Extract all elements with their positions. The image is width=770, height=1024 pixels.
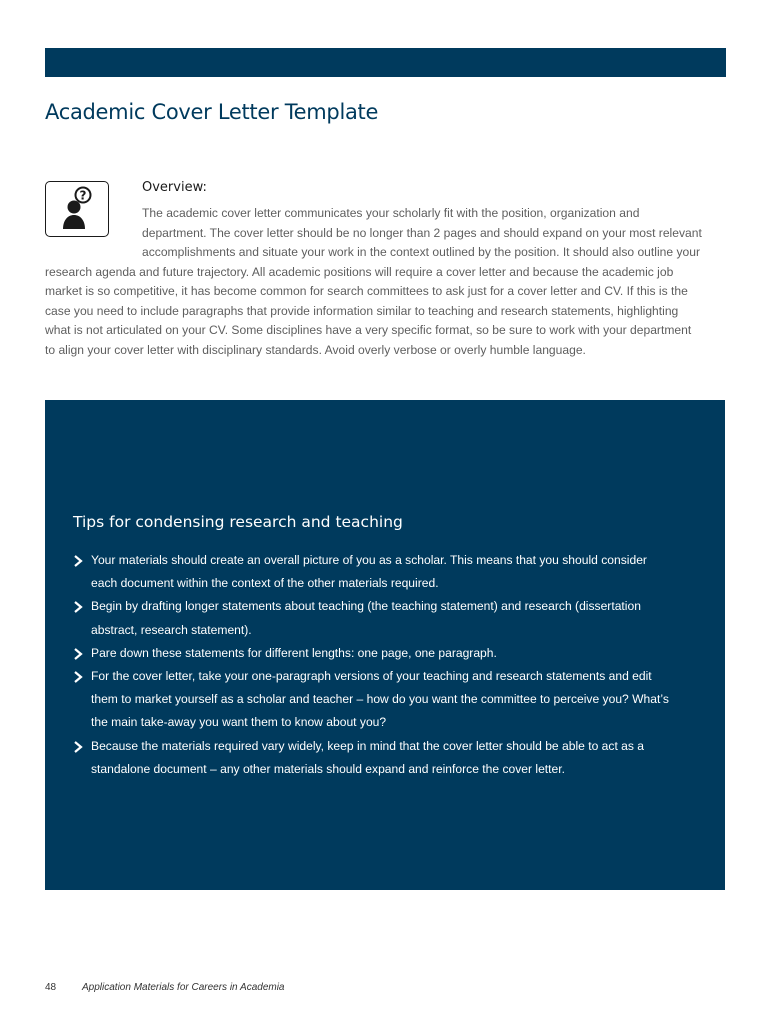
tip-line: Begin by drafting longer statements about teaching (the teaching statement) and research (dissertation <box>91 599 641 614</box>
tip-line: Because the materials required vary widely, keep in mind that the cover letter should be able to act as a <box>91 738 645 753</box>
chevron-right-icon <box>73 741 83 753</box>
page-number: 48 <box>45 982 57 993</box>
tips-panel <box>45 400 725 890</box>
overview-line: The academic cover letter communicates your scholarly fit with the position, organization and <box>142 206 640 220</box>
tips-list <box>73 549 713 781</box>
tip-line: For the cover letter, take your one-paragraph versions of your teaching and research statements and edit <box>91 669 652 684</box>
publication-title: Application Materials for Careers in Academia <box>82 982 285 993</box>
tip-line: Pare down these statements for different lengths: one page, one paragraph. <box>91 645 497 660</box>
tip-item <box>73 735 713 781</box>
tip-item <box>73 665 713 735</box>
overview-heading: Overview: <box>142 180 207 195</box>
chevron-right-icon <box>73 648 83 660</box>
tip-line: standalone document – any other materials should expand and reinforce the cover letter. <box>91 761 565 776</box>
overview-line: what is not articulated on your CV. Some disciplines have a very specific format, so be sure to work with your department <box>45 323 692 337</box>
chevron-right-icon <box>73 671 83 683</box>
tip-line: each document within the context of the other materials required. <box>91 576 439 591</box>
tip-line: abstract, research statement). <box>91 622 252 637</box>
overview-line: to align your cover letter with disciplinary standards. Avoid overly verbose or overly humble language. <box>45 342 586 357</box>
overview-line: accomplishments and situate your work in the context outlined by the position. It should also outline your <box>142 245 700 259</box>
tip-line: Your materials should create an overall picture of you as a scholar. This means that you should consider <box>91 553 647 567</box>
overview-line: research agenda and future trajectory. All academic positions will require a cover letter and because the academic job <box>45 264 674 279</box>
tip-item <box>73 595 713 641</box>
tip-item <box>73 549 713 595</box>
tip-line: the main take-away you want them to know about you? <box>91 715 387 730</box>
chevron-right-icon <box>73 555 83 567</box>
overview-body <box>45 204 735 360</box>
tip-item <box>73 642 713 665</box>
overview-line: market is so competitive, it has become common for search committees to ask just for a cover letter and CV. If this is the <box>45 284 688 298</box>
header-bar <box>45 48 726 77</box>
chevron-right-icon <box>73 601 83 613</box>
overview-line: case you need to include paragraphs that provide information similar to teaching and research statements, highlighting <box>45 303 679 318</box>
page-title: Academic Cover Letter Template <box>45 100 379 124</box>
tip-line: them to market yourself as a scholar and teacher – how do you want the committee to perceive you? What’s <box>91 692 669 707</box>
tips-heading: Tips for condensing research and teaching <box>73 513 403 531</box>
svg-text:?: ? <box>79 188 87 203</box>
overview-line: department. The cover letter should be no longer than 2 pages and should expand on your most relevant <box>142 225 702 240</box>
